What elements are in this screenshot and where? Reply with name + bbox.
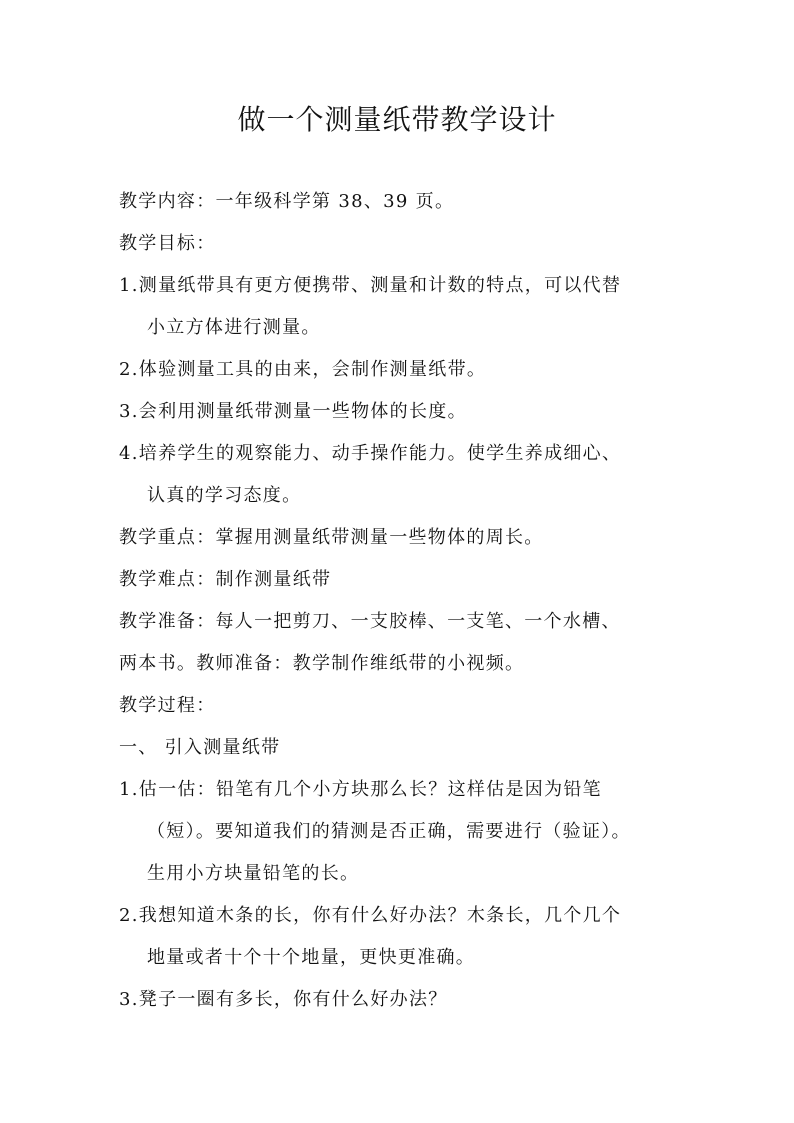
section-heading-1: 一、 引入测量纸带 (119, 737, 281, 758)
objective-item-2: 2.体验测量工具的由来，会制作测量纸带。 (119, 359, 487, 380)
preparation-line: 教学准备：每人一把剪刀、一支胶棒、一支笔、一个水槽、 (119, 611, 621, 632)
objective-item-4-cont: 认真的学习态度。 (147, 485, 302, 506)
process-item-2-cont: 地量或者十个十个地量，更快更准确。 (147, 947, 476, 968)
process-item-2: 2.我想知道木条的长，你有什么好办法？木条长，几个几个 (119, 905, 622, 926)
key-point-line: 教学重点：掌握用测量纸带测量一些物体的周长。 (119, 527, 544, 548)
process-item-1: 1.估一估：铅笔有几个小方块那么长？这样估是因为铅笔 (119, 779, 602, 800)
objective-item-4: 4.培养学生的观察能力、动手操作能力。使学生养成细心、 (119, 443, 622, 464)
objective-item-1-cont: 小立方体进行测量。 (147, 317, 321, 338)
objective-item-1: 1.测量纸带具有更方便携带、测量和计数的特点，可以代替 (119, 275, 622, 296)
process-item-3: 3.凳子一圈有多长，你有什么好办法？ (119, 989, 448, 1010)
process-item-1-cont: （短）。要知道我们的猜测是否正确，需要进行（验证）。 (147, 821, 631, 842)
preparation-line-cont: 两本书。教师准备：教学制作维纸带的小视频。 (119, 653, 525, 674)
process-heading: 教学过程： (119, 695, 216, 716)
objectives-heading: 教学目标： (119, 233, 216, 254)
difficulty-line: 教学难点：制作测量纸带 (119, 569, 332, 590)
process-item-1-cont-2: 生用小方块量铅笔的长。 (147, 863, 360, 884)
content-line: 教学内容：一年级科学第 38、39 页。 (119, 191, 455, 212)
objective-item-3: 3.会利用测量纸带测量一些物体的长度。 (119, 401, 467, 422)
document-title: 做一个测量纸带教学设计 (237, 103, 557, 136)
